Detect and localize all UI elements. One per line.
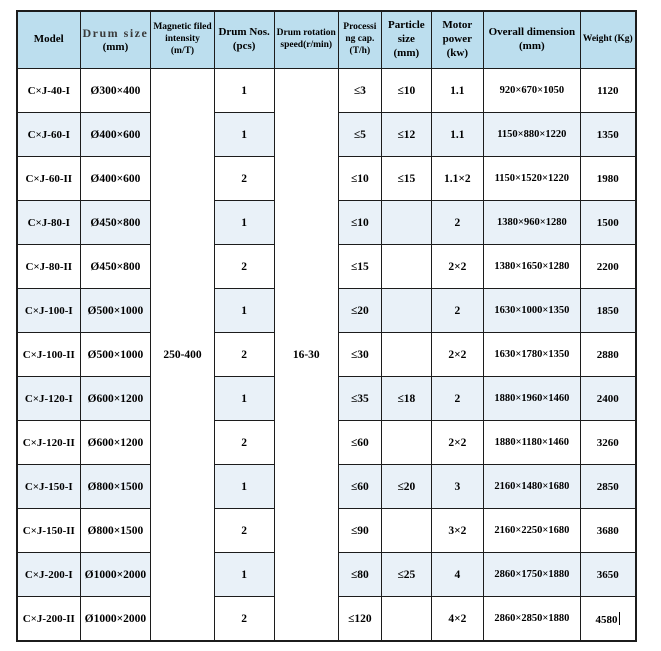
cell-drum-size: Ø450×800 <box>80 201 151 245</box>
cell-drum-nos: 2 <box>214 157 274 201</box>
col-header-processing-cap <box>338 11 381 69</box>
cell-motor-power: 2 <box>431 377 483 421</box>
cell-overall-dimension: 2160×1480×1680 <box>483 465 580 509</box>
spec-table <box>16 10 637 642</box>
cell-weight: 1980 <box>580 157 635 201</box>
cell-processing-cap: ≤3 <box>338 69 381 113</box>
cell-motor-power: 3 <box>431 465 483 509</box>
cell-overall-dimension: 1630×1780×1350 <box>483 333 580 377</box>
cell-drum-nos: 1 <box>214 289 274 333</box>
cell-motor-power: 1.1×2 <box>431 157 483 201</box>
cell-particle-size <box>381 333 431 377</box>
col-header-line: (mm) <box>102 40 129 53</box>
cell-overall-dimension: 1630×1000×1350 <box>483 289 580 333</box>
cell-motor-power: 2×2 <box>431 421 483 465</box>
cell-particle-size: ≤12 <box>381 113 431 157</box>
table-body <box>17 69 636 642</box>
cell-drum-nos: 1 <box>214 465 274 509</box>
col-header-model <box>17 11 80 69</box>
cell-processing-cap: ≤10 <box>338 201 381 245</box>
cell-particle-size: ≤20 <box>381 465 431 509</box>
cell-drum-size: Ø600×1200 <box>80 377 151 421</box>
col-header-line: Processi <box>343 22 377 33</box>
col-header-line: Model <box>33 33 64 46</box>
cell-drum-nos: 1 <box>214 553 274 597</box>
cell-model: C×J-150-II <box>17 509 80 553</box>
cell-drum-size: Ø300×400 <box>80 69 151 113</box>
cell-drum-size: Ø800×1500 <box>80 465 151 509</box>
col-header-line: Weight (Kg) <box>582 34 633 45</box>
cell-weight: 3680 <box>580 509 635 553</box>
cell-drum-nos: 2 <box>214 509 274 553</box>
cell-particle-size: ≤15 <box>381 157 431 201</box>
cell-model: C×J-80-I <box>17 201 80 245</box>
cell-particle-size: ≤10 <box>381 69 431 113</box>
cell-drum-size: Ø450×800 <box>80 245 151 289</box>
cell-motor-power: 1.1 <box>431 69 483 113</box>
cell-processing-cap: ≤80 <box>338 553 381 597</box>
cell-motor-power: 4 <box>431 553 483 597</box>
cell-drum-nos: 2 <box>214 421 274 465</box>
cell-rotation-speed-merged: 16-30 <box>274 69 338 642</box>
col-header-line: Particle <box>388 19 425 32</box>
cell-processing-cap: ≤5 <box>338 113 381 157</box>
col-header-rotation-speed <box>274 11 338 69</box>
cell-processing-cap: ≤10 <box>338 157 381 201</box>
cell-particle-size <box>381 597 431 642</box>
cell-drum-size: Ø400×600 <box>80 113 151 157</box>
col-header-line: Drum rotation <box>276 28 336 39</box>
cell-overall-dimension: 1150×880×1220 <box>483 113 580 157</box>
cell-model: C×J-120-I <box>17 377 80 421</box>
cell-weight: 2200 <box>580 245 635 289</box>
col-header-line: Drum Nos. <box>218 26 270 39</box>
cell-drum-size: Ø600×1200 <box>80 421 151 465</box>
col-header-drum-nos <box>214 11 274 69</box>
cell-overall-dimension: 1380×960×1280 <box>483 201 580 245</box>
cell-drum-nos: 2 <box>214 597 274 642</box>
cell-weight: 1850 <box>580 289 635 333</box>
col-header-line: (T/h) <box>349 45 371 56</box>
col-header-line: (mm) <box>393 46 420 59</box>
col-header-line: (m/T) <box>170 45 195 56</box>
cell-particle-size: ≤25 <box>381 553 431 597</box>
cell-processing-cap: ≤15 <box>338 245 381 289</box>
text-cursor <box>619 612 621 625</box>
cell-motor-power: 2 <box>431 289 483 333</box>
cell-drum-nos: 1 <box>214 377 274 421</box>
col-header-line: intensity <box>165 34 200 45</box>
col-header-magnetic-intensity <box>151 11 214 69</box>
cell-weight: 1350 <box>580 113 635 157</box>
cell-drum-size: Ø500×1000 <box>80 289 151 333</box>
cell-motor-power: 2×2 <box>431 245 483 289</box>
col-header-line: Motor <box>442 19 473 32</box>
cell-processing-cap: ≤30 <box>338 333 381 377</box>
cell-overall-dimension: 920×670×1050 <box>483 69 580 113</box>
cell-particle-size <box>381 245 431 289</box>
cell-overall-dimension: 1380×1650×1280 <box>483 245 580 289</box>
cell-particle-size: ≤18 <box>381 377 431 421</box>
cell-model: C×J-120-II <box>17 421 80 465</box>
cell-processing-cap: ≤35 <box>338 377 381 421</box>
cell-particle-size <box>381 201 431 245</box>
col-header-line: Drum size <box>82 25 149 40</box>
cell-weight: 2850 <box>580 465 635 509</box>
cell-weight: 2400 <box>580 377 635 421</box>
col-header-line: (kw) <box>446 46 469 59</box>
cell-model: C×J-150-I <box>17 465 80 509</box>
cell-model: C×J-100-II <box>17 333 80 377</box>
cell-particle-size <box>381 509 431 553</box>
cell-drum-nos: 2 <box>214 333 274 377</box>
cell-motor-power: 3×2 <box>431 509 483 553</box>
cell-processing-cap: ≤20 <box>338 289 381 333</box>
col-header-line: power <box>442 33 472 46</box>
cell-weight: 3650 <box>580 553 635 597</box>
cell-motor-power: 2 <box>431 201 483 245</box>
col-header-motor-power <box>431 11 483 69</box>
cell-weight: 3260 <box>580 421 635 465</box>
cell-drum-size: Ø500×1000 <box>80 333 151 377</box>
cell-weight: 4580 <box>580 597 635 642</box>
cell-motor-power: 1.1 <box>431 113 483 157</box>
col-header-line: size <box>397 33 415 46</box>
cell-drum-nos: 2 <box>214 245 274 289</box>
table-row <box>17 69 636 113</box>
cell-weight: 1500 <box>580 201 635 245</box>
cell-drum-size: Ø400×600 <box>80 157 151 201</box>
cell-particle-size <box>381 421 431 465</box>
cell-processing-cap: ≤60 <box>338 421 381 465</box>
cell-model: C×J-100-I <box>17 289 80 333</box>
cell-drum-nos: 1 <box>214 69 274 113</box>
col-header-line: Overall dimension <box>488 26 576 39</box>
col-header-drum-size <box>80 11 151 69</box>
header-row <box>17 11 636 69</box>
col-header-overall-dimension <box>483 11 580 69</box>
cell-processing-cap: ≤60 <box>338 465 381 509</box>
cell-overall-dimension: 1880×1960×1460 <box>483 377 580 421</box>
cell-model: C×J-200-I <box>17 553 80 597</box>
cell-overall-dimension: 1150×1520×1220 <box>483 157 580 201</box>
cell-overall-dimension: 2860×1750×1880 <box>483 553 580 597</box>
cell-motor-power: 4×2 <box>431 597 483 642</box>
table-header <box>17 11 636 69</box>
cell-motor-power: 2×2 <box>431 333 483 377</box>
cell-model: C×J-60-I <box>17 113 80 157</box>
cell-particle-size <box>381 289 431 333</box>
cell-magnetic-intensity-merged: 250-400 <box>151 69 214 642</box>
cell-overall-dimension: 2160×2250×1680 <box>483 509 580 553</box>
col-header-line: Magnetic filed <box>153 22 212 33</box>
cell-processing-cap: ≤120 <box>338 597 381 642</box>
cell-model: C×J-60-II <box>17 157 80 201</box>
col-header-line: ng cap. <box>345 34 375 45</box>
cell-drum-size: Ø800×1500 <box>80 509 151 553</box>
cell-weight: 1120 <box>580 69 635 113</box>
cell-drum-size: Ø1000×2000 <box>80 597 151 642</box>
cell-drum-nos: 1 <box>214 201 274 245</box>
col-header-weight <box>580 11 635 69</box>
cell-model: C×J-80-II <box>17 245 80 289</box>
cell-model: C×J-40-I <box>17 69 80 113</box>
cell-processing-cap: ≤90 <box>338 509 381 553</box>
cell-drum-size: Ø1000×2000 <box>80 553 151 597</box>
cell-weight: 2880 <box>580 333 635 377</box>
cell-drum-nos: 1 <box>214 113 274 157</box>
col-header-line: speed(r/min) <box>280 40 333 50</box>
col-header-line: (pcs) <box>232 40 256 52</box>
cell-model: C×J-200-II <box>17 597 80 642</box>
cell-overall-dimension: 2860×2850×1880 <box>483 597 580 642</box>
col-header-particle-size <box>381 11 431 69</box>
cell-overall-dimension: 1880×1180×1460 <box>483 421 580 465</box>
col-header-line: (mm) <box>519 40 545 52</box>
